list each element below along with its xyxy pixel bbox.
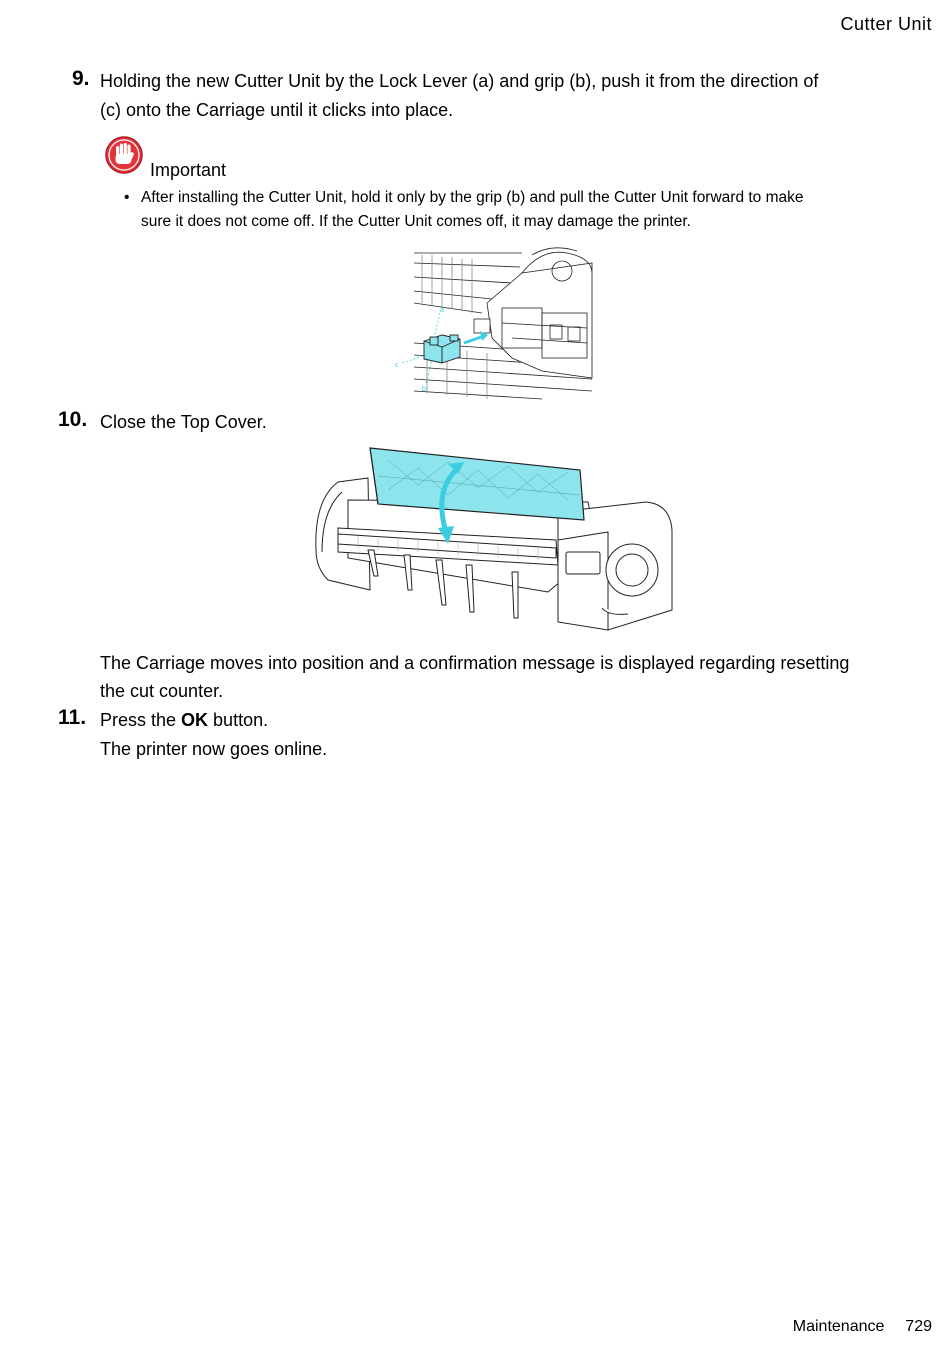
ok-button-label: OK [181,710,209,730]
bullet-dot: • [124,189,130,206]
important-label: Important [150,160,227,180]
figure-label-a: a [440,307,444,314]
page-number: 729 [905,1318,932,1335]
step-9-number: 9. [72,67,90,90]
important-text-line-1: After installing the Cutter Unit, hold it only by the grip (b) and pull the Cutter Unit forward to make [141,189,804,206]
running-header: Cutter Unit [840,14,932,34]
step-10-number: 10. [58,408,88,431]
important-text-line-2: sure it does not come off. If the Cutter Unit comes off, it may damage the printer. [141,213,691,230]
footer-section: Maintenance [792,1318,885,1335]
carriage-message-line-1: The Carriage moves into position and a confirmation message is displayed regarding resetting [100,653,850,673]
step-11-number: 11. [58,706,87,729]
step-11-followup: The printer now goes online. [100,739,328,759]
step-11-text-after: button. [208,710,269,730]
step-10-line-1: Close the Top Cover. [100,412,267,432]
step-9-line-1: Holding the new Cutter Unit by the Lock Lever (a) and grip (b), push it from the direction of [100,71,819,91]
carriage-message-line-2: the cut counter. [100,681,224,701]
page-footer [793,1318,932,1336]
step-9-line-2: (c) onto the Carriage until it clicks into place. [100,100,454,120]
figure-label-b: b [422,386,426,393]
step-11-text-before: Press the [100,710,182,730]
step-11-line-1 [100,706,268,735]
figure-label-c: c [395,362,399,369]
printer-top-cover-illustration [308,440,676,646]
important-hand-icon [104,136,146,176]
cutter-unit-install-illustration [392,243,594,401]
